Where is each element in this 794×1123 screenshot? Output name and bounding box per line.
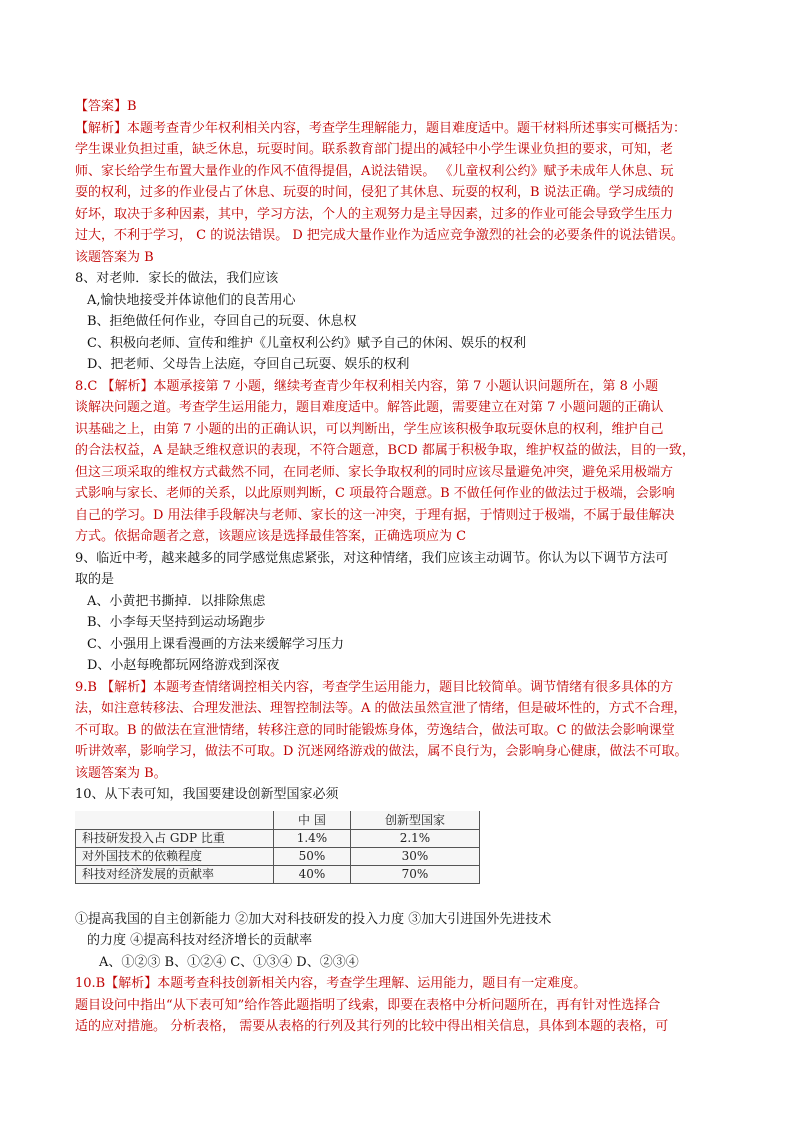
table-cell: 2.1% (350, 829, 479, 847)
table-header-cell: 中 国 (274, 811, 351, 829)
table-cell: 50% (274, 847, 351, 865)
text-line: C、积极向老师、宣传和维护《儿童权利公约》赋予自己的休闲、娱乐的权利 (87, 335, 526, 351)
table-cell: 对外国技术的依赖程度 (76, 847, 274, 865)
text-line: 适的应对措施。 分析表格， 需要从表格的行列及其行列的比较中得出相关信息，具体到本题的表格，可 (75, 1019, 669, 1034)
text-line: 耍的权利，过多的作业侵占了休息、玩耍的时间，侵犯了其休息、玩耍的权利，B 说法正确。学习成绩的 (75, 185, 674, 200)
text-line: D、小赵每晚都玩网络游戏到深夜 (87, 658, 280, 673)
text-line: 10、从下表可知，我国要建设创新型国家必须 (75, 787, 339, 802)
text-line: 9、临近中考，越来越多的同学感觉焦虑紧张，对这种情绪，我们应该主动调节。你认为以下调节方法可 (75, 550, 669, 566)
text-line: 的力度 ④提高科技对经济增长的贡献率 (87, 933, 313, 948)
table-cell: 70% (350, 865, 479, 883)
text-line: 自己的学习。D 用法律手段解决与老师、家长的这一冲突，于理有据，于情则过于极端，不属于最佳解决 (75, 507, 675, 523)
text-line: 过大，不利于学习， C 的说法错误。 D 把完成大量作业作为适应竞争激烈的社会的必要条件的说法错误。 (75, 228, 684, 243)
text-line: 该题答案为 B。 (75, 765, 167, 781)
text-block-bottom (75, 909, 725, 1038)
data-table (75, 811, 480, 884)
text-line: A、①②③ B、①②④ C、①③④ D、②③④ (99, 954, 359, 970)
text-line: 该题答案为 B (75, 249, 154, 265)
text-line: 【解析】本题考查青少年权利相关内容，考查学生理解能力，题目难度适中。题干材料所述事实可概括为： (75, 120, 687, 136)
table-cell: 1.4% (274, 829, 351, 847)
text-line: 取的是 (75, 572, 115, 587)
table-header-row (76, 811, 480, 829)
text-line: 识基础之上，由第 7 小题的出的正确认识，可以判断出，学生应该积极争取玩耍休息的权利，维护自己 (75, 421, 664, 437)
text-line: 学生课业负担过重，缺乏休息，玩耍时间。联系教育部门提出的减轻中小学生课业负担的要求，可知，老 (75, 142, 674, 157)
text-line: 【答案】B (75, 99, 137, 114)
text-line: 8.C 【解析】本题承接第 7 小题，继续考查青少年权利相关内容，第 7 小题认识问题所在，第 8 小题 (75, 378, 659, 394)
table-header-cell (76, 811, 274, 829)
text-line: 8、对老帅．家长的做法，我们应该 (75, 271, 279, 286)
text-line: 听讲效率，影响学习，做法不可取。D 沉迷网络游戏的做法，属不良行为，会影响身心健康，做法不可取。 (75, 744, 688, 759)
text-line: 式影响与家长、老师的关系，以此原则判断，C 项最符合题意。B 不做任何作业的做法过于极端，会影响 (75, 486, 675, 501)
text-line: 题目设问中指出“从下表可知”给作答此题指明了线索，即要在表格中分析问题所在，再有针对性选择合 (75, 997, 661, 1013)
text-line: 9.B 【解析】本题考查情绪调控相关内容，考查学生运用能力，题目比较简单。调节情绪有很多具体的方 (75, 679, 674, 695)
data-table-image (75, 811, 480, 903)
table-row (76, 865, 480, 883)
table-cell: 30% (350, 847, 479, 865)
text-line: 谈解决问题之道。考查学生运用能力，题目难度适中。解答此题，需要建立在对第 7 小题问题的正确认 (75, 400, 664, 415)
text-line: B、小李每天坚持到运动场跑步 (87, 615, 266, 630)
table-row (76, 847, 480, 865)
text-block-top (75, 96, 725, 806)
text-line: D、把老师、父母告上法庭，夺回自己玩耍、娱乐的权利 (87, 357, 410, 372)
text-line: A,愉快地接受并体谅他们的良苦用心 (87, 292, 296, 308)
text-line: 法，如注意转移法、合理发泄法、理智控制法等。A 的做法虽然宣泄了情绪，但是破坏性的，方式不合理， (75, 701, 687, 716)
table-row (76, 829, 480, 847)
table-cell: 科技对经济发展的贡献率 (76, 865, 274, 883)
table-header-cell: 创新型国家 (350, 811, 479, 829)
text-line: 师、家长给学生布置大量作业的作风不值得提倡，A说法错误。 《儿童权利公约》赋予未成年人休息、玩 (75, 163, 674, 179)
text-line: B、拒绝做任何作业，夺回自己的玩耍、休息权 (87, 314, 357, 329)
text-line: 不可取。B 的做法在宣泄情绪，转移注意的同时能锻炼身体，劳逸结合，做法可取。C 的做法会影响课堂 (75, 722, 675, 738)
text-line: ①提高我国的自主创新能力 ②加大对科技研发的投入力度 ③加大引进国外先进技术 (75, 911, 552, 927)
document-page (75, 96, 725, 1038)
text-line: 但这三项采取的维权方式截然不同，在同老师、家长争取权利的同时应该尽量避免冲突，避免采用极端方 (75, 464, 674, 480)
table-cell: 科技研发投入占 GDP 比重 (76, 829, 274, 847)
text-line: 的合法权益，A 是缺乏维权意识的表现，不符合题意，BCD 都属于积极争取，维护权益的做法，目的一致， (75, 443, 695, 458)
text-line: C、小强用上课看漫画的方法来缓解学习压力 (87, 636, 344, 652)
text-line: 10.B【解析】本题考查科技创新相关内容，考查学生理解、运用能力，题目有一定难度。 (75, 976, 587, 991)
text-line: 方式。依据命题者之意，该题应该是选择最佳答案，正确选项应为 C (75, 529, 467, 544)
text-line: A、小黄把书撕掉．以排除焦虑 (87, 593, 266, 609)
text-line: 好坏，取决于多种因素，其中，学习方法，个人的主观努力是主导因素，过多的作业可能会导致学生压力 (75, 206, 674, 222)
table-cell: 40% (274, 865, 351, 883)
